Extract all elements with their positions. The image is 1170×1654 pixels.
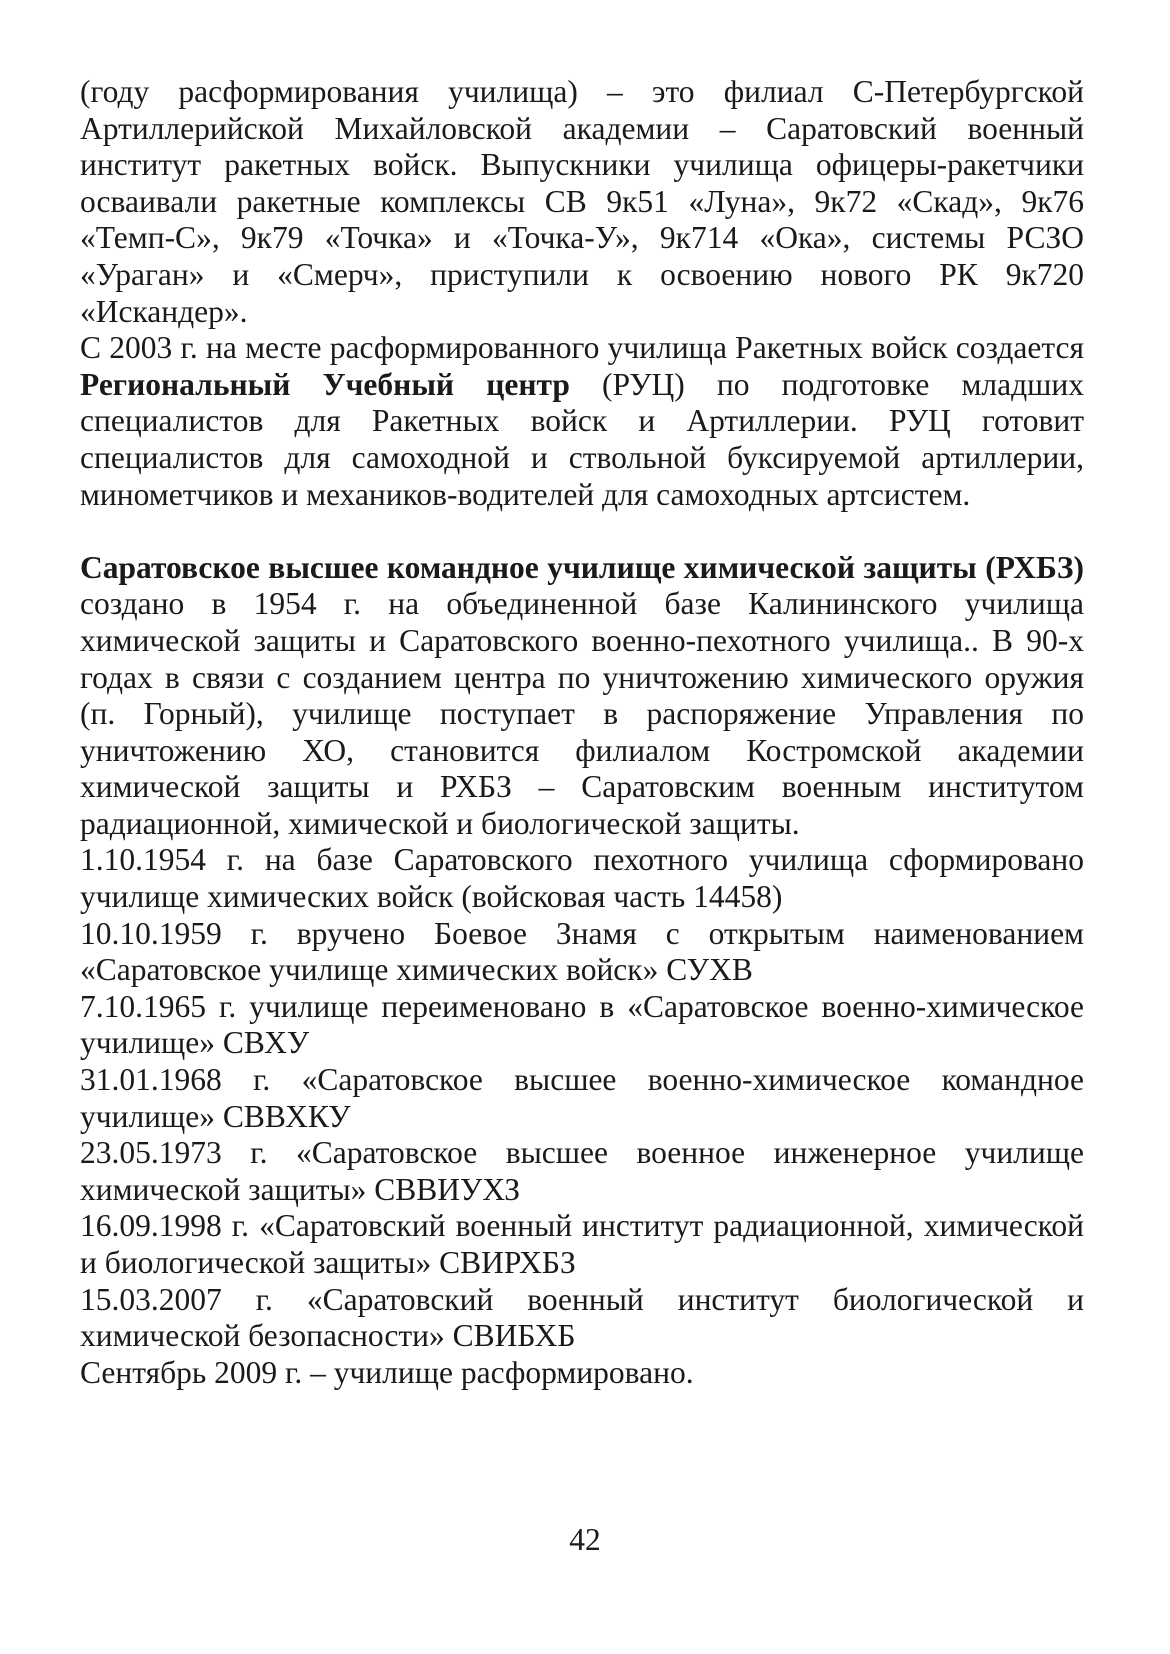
paragraph-text: 31.01.1968 г. «Саратовское высшее военно-химическое командное училище» СВВХКУ <box>80 1062 1084 1134</box>
paragraph <box>80 74 1084 330</box>
paragraph-text: 15.03.2007 г. «Саратовский военный институт биологической и химической безопасности» СВИБХБ <box>80 1281 1084 1354</box>
page-number: 42 <box>569 1522 601 1557</box>
paragraph-text: 1.10.1954 г. на базе Саратовского пехотного училища сформировано училище химических войск (войсковая часть 14458) <box>80 842 1084 915</box>
paragraph <box>80 1282 1084 1355</box>
paragraph <box>80 550 1084 843</box>
paragraph-text: Сентябрь 2009 г. – училище расформировано. <box>80 1354 694 1390</box>
paragraph-text: создано в 1954 г. на объединенной базе Калининского училища химической защиты и Саратовского военно-пехотного училища.. В 90-х годах в связи с созданием центра по уничтожению химического оружия (п. Горный), училище поступает в распоряжение Управления по уничтожению ХО, становится филиалом Костромской академии химической защиты и РХБЗ – Саратовским военным институтом радиационной, химической и биологической защиты. <box>80 586 1084 841</box>
paragraph-text: 7.10.1965 г. училище переименовано в «Саратовское военно-химическое училище» СВХУ <box>80 988 1084 1061</box>
paragraph <box>80 1208 1084 1281</box>
paragraph <box>80 330 1084 513</box>
paragraph <box>80 1135 1084 1208</box>
paragraph-text: (году расформирования училища) – это филиал С-Петербургской Артиллерийской Михайловской академии – Саратовский военный институт ракетных войск. Выпускники училища офицеры-ракетчики осваивали ракетные комплексы СВ 9к51 «Луна», 9к72 «Скад», 9к76 «Темп-С», 9к79 «Точка» и «Точка-У», 9к714 «Ока», системы РСЗО «Ураган» и «Смерч», приступили к освоению нового РК 9к720 «Искандер». <box>80 74 1084 329</box>
bold-term: Региональный Учебный центр <box>80 366 570 402</box>
page-body <box>80 74 1084 1391</box>
blank-line <box>80 513 1084 550</box>
paragraph-text: 23.05.1973 г. «Саратовское высшее военное инженерное училище химической защиты» СВВИУХЗ <box>80 1135 1084 1207</box>
paragraph <box>80 916 1084 989</box>
paragraph <box>80 989 1084 1062</box>
bold-term: Саратовское высшее командное училище химической защиты (РХБЗ) <box>80 549 1084 585</box>
paragraph-text: (РУЦ) по подготовке младших специалистов для Ракетных войск и Артиллерии. РУЦ готовит специалистов для самоходной и ствольной буксируемой артиллерии, минометчиков и механиков-водителей для самоходных артсистем. <box>80 366 1084 512</box>
paragraph-text: 16.09.1998 г. «Саратовский военный институт радиационной, химической и биологической защиты» СВИРХБЗ <box>80 1208 1084 1280</box>
paragraph <box>80 1355 1084 1392</box>
paragraph <box>80 842 1084 915</box>
paragraph-text: С 2003 г. на месте расформированного училища Ракетных войск создается <box>80 330 1084 366</box>
paragraph <box>80 1062 1084 1135</box>
paragraph-text: 10.10.1959 г. вручено Боевое Знамя с открытым наименованием «Саратовское училище химических войск» СУХВ <box>80 915 1084 988</box>
